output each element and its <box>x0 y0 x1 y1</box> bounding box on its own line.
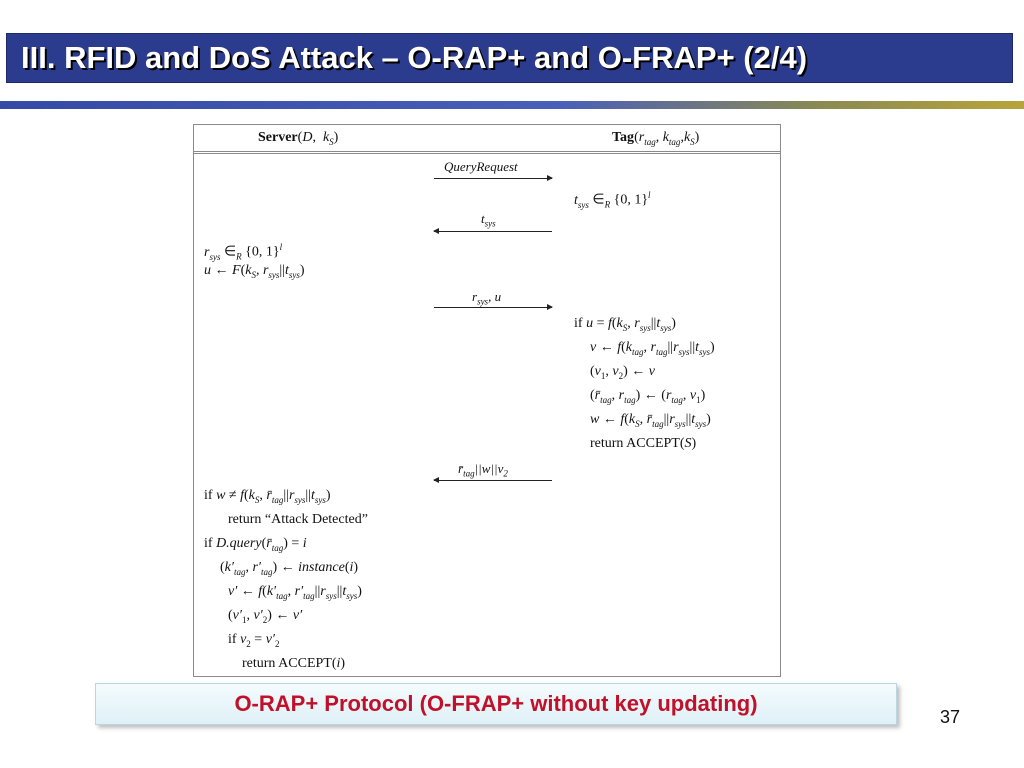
server-compare-v2: if $v_2 = v'_2$ <box>228 632 280 649</box>
server-header: Server(D, $k_S$) <box>258 130 339 147</box>
arrow-query-request <box>434 178 552 179</box>
server-u-step: u ← $F(k_S$, $r_{sys}||t_{sys}$) <box>204 263 305 280</box>
arrow-tsys <box>434 231 552 232</box>
protocol-header-divider <box>194 153 780 154</box>
arrow-response <box>434 480 552 481</box>
tag-split-v: ($v_1$, $v_2$) ← v <box>590 364 655 381</box>
tag-nonce-step: $t_{sys}$ $\in_R$ {0, 1}$^l$ <box>574 190 651 210</box>
tag-update-r: ($r̄_{tag}$, $r_{tag}$) ← ($r_{tag}$, $v_1$) <box>590 388 706 405</box>
arrow-rsys-u <box>434 307 552 308</box>
server-check-w: if $w \ne f(k_S$, $r̄_{tag}||r_{sys}||t_{sys}$) <box>204 488 331 505</box>
tag-compute-v: v ← $f(k_{tag}$, $r_{tag}||r_{sys}||t_{sys}$) <box>590 340 715 357</box>
caption-box <box>95 683 897 725</box>
msg-tsys-label: $t_{sys}$ <box>481 211 496 229</box>
caption-text: O-RAP+ Protocol (O-FRAP+ without key updating) <box>234 691 758 716</box>
server-db-query: if $D.query(r̄_{tag}) = i$ <box>204 536 307 553</box>
tag-check-u: if $u = f(k_S$, $r_{sys}||t_{sys}$) <box>574 316 676 333</box>
page-number: 37 <box>940 707 961 727</box>
server-attack-detected: return “Attack Detected” <box>228 512 368 527</box>
server-nonce-step: $r_{sys}$ $\in_R$ {0, 1}$^l$ <box>204 242 283 262</box>
msg-response-label: $r̄_{tag}||w||v_2$ <box>458 461 508 479</box>
server-instance: ($k'_{tag}$, $r'_{tag}$) ← instance(i) <box>220 560 359 577</box>
title-underline <box>0 101 1024 109</box>
tag-header: $Tag(r_{tag}$, $k_{tag},k_S$) <box>612 130 700 147</box>
msg-rsys-u-label: $r_{sys}$, u <box>472 289 502 307</box>
msg-query-request-label: QueryRequest <box>444 159 518 174</box>
slide-title: III. RFID and DoS Attack – O-RAP+ and O-FRAP+ (2/4) <box>21 40 808 75</box>
tag-accept: return ACCEPT(S) <box>590 436 697 451</box>
server-compute-v-prime: v′ ← $f(k'_{tag}$, $r'_{tag}||r_{sys}||t_{sys}$) <box>228 584 362 601</box>
server-split-v-prime: ($v'_1$, $v'_2$) ← v′ <box>228 608 303 625</box>
server-accept: return ACCEPT(i) <box>242 656 346 671</box>
title-bar <box>6 33 1013 83</box>
tag-compute-w: w ← $f(k_S$, $r̄_{tag}||r_{sys}||t_{sys}$) <box>590 412 711 429</box>
protocol-diagram <box>193 124 781 677</box>
